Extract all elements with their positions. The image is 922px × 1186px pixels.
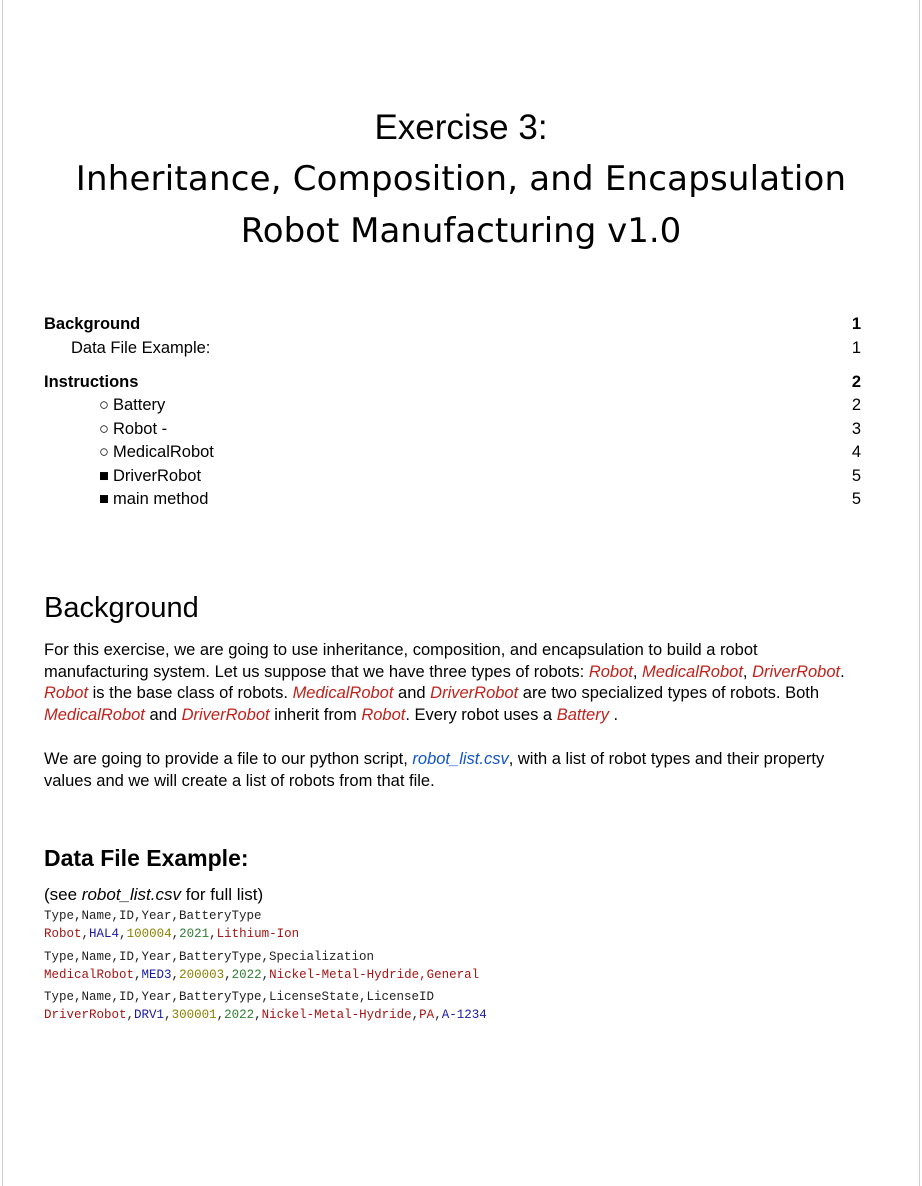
toc-page: 5 bbox=[851, 466, 861, 485]
toc-item-battery[interactable] bbox=[44, 394, 861, 416]
csv-type: MedicalRobot bbox=[44, 968, 135, 982]
csv-year: 2022 bbox=[231, 968, 262, 982]
csv-example-driver: Type,Name,ID,Year,BatteryType,LicenseState,LicenseID DriverRobot,DRV1,300001,2022,Nickel-Metal-Hydride,PA,A-1234 bbox=[44, 990, 487, 1022]
toc-item-medicalrobot[interactable] bbox=[44, 441, 861, 463]
hollow-circle-bullet-icon: ○ bbox=[99, 419, 109, 438]
csv-example-robot: Type,Name,ID,Year,BatteryType Robot,HAL4,100004,2021,Lithium-Ion bbox=[44, 909, 300, 941]
text-run: is the base class of robots. bbox=[88, 684, 293, 702]
csv-battery: Nickel-Metal-Hydride bbox=[261, 1008, 412, 1022]
background-paragraph-2 bbox=[44, 749, 864, 792]
class-name: Robot bbox=[361, 705, 406, 724]
hollow-circle-bullet-icon: ○ bbox=[99, 395, 109, 414]
csv-header-line: Type,Name,ID,Year,BatteryType,Specialization bbox=[44, 950, 375, 964]
exercise-version-title: Robot Manufacturing v1.0 bbox=[240, 211, 682, 251]
file-name: robot_list.csv bbox=[81, 885, 181, 904]
csv-license-id: A-1234 bbox=[441, 1008, 487, 1022]
hollow-circle-bullet-icon: ○ bbox=[99, 442, 109, 461]
csv-year: 2021 bbox=[179, 927, 210, 941]
text-run: , bbox=[742, 662, 753, 681]
toc-page: 3 bbox=[851, 419, 861, 438]
toc-page: 1 bbox=[851, 314, 861, 333]
text-run: for full list) bbox=[181, 885, 264, 904]
data-file-note bbox=[44, 885, 263, 905]
text-run: inherit from bbox=[269, 705, 362, 724]
text-run: . bbox=[608, 705, 619, 724]
toc-page: 1 bbox=[851, 338, 861, 357]
toc-item-data-file-example[interactable] bbox=[44, 337, 861, 359]
csv-type: DriverRobot bbox=[44, 1008, 127, 1022]
exercise-subtitle: Inheritance, Composition, and Encapsulation bbox=[75, 159, 847, 199]
background-heading: Background bbox=[44, 592, 199, 624]
toc-label: Instructions bbox=[44, 372, 139, 391]
csv-type: Robot bbox=[44, 927, 82, 941]
csv-id: 100004 bbox=[126, 927, 172, 941]
class-name: MedicalRobot bbox=[642, 662, 743, 681]
toc-page: 5 bbox=[851, 489, 861, 508]
class-name: DriverRobot bbox=[752, 662, 841, 681]
toc-label: Background bbox=[44, 314, 141, 333]
csv-battery: Lithium-Ion bbox=[216, 927, 300, 941]
csv-license-state: PA bbox=[419, 1008, 435, 1022]
class-name: MedicalRobot bbox=[292, 684, 394, 702]
heading-text: Data File Example bbox=[44, 845, 241, 871]
class-name: DriverRobot bbox=[181, 705, 270, 724]
toc-page: 4 bbox=[851, 442, 861, 461]
heading-colon: : bbox=[240, 845, 249, 871]
toc-label: Battery bbox=[113, 395, 166, 414]
toc-item-background[interactable] bbox=[44, 313, 861, 335]
class-name: Robot bbox=[44, 684, 89, 702]
csv-name: HAL4 bbox=[89, 927, 120, 941]
csv-battery-spec: Nickel-Metal-Hydride,General bbox=[269, 968, 480, 982]
class-name: DriverRobot bbox=[430, 684, 519, 702]
csv-name: DRV1 bbox=[134, 1008, 165, 1022]
exercise-title: Exercise 3: bbox=[374, 108, 548, 147]
text-run: . bbox=[840, 662, 845, 681]
square-bullet-icon: ■ bbox=[99, 489, 109, 508]
toc-label: MedicalRobot bbox=[113, 442, 214, 461]
class-name: MedicalRobot bbox=[44, 705, 145, 724]
class-name: Battery bbox=[556, 705, 609, 724]
csv-header-line: Type,Name,ID,Year,BatteryType bbox=[44, 909, 262, 923]
background-paragraph-1 bbox=[44, 640, 864, 726]
toc-item-instructions[interactable] bbox=[44, 371, 861, 393]
text-run: (see bbox=[44, 885, 82, 904]
square-bullet-icon: ■ bbox=[99, 466, 109, 485]
text-run: and bbox=[144, 705, 182, 724]
toc-label: Data File Example: bbox=[71, 338, 211, 357]
class-name: Robot bbox=[588, 662, 633, 681]
csv-year: 2022 bbox=[224, 1008, 255, 1022]
text-run: , with a list of robot types and their property values and we will create a list of robots from that file. bbox=[44, 750, 825, 790]
text-run: For this exercise, we are going to use inheritance, composition, and encapsulation to build a robot manufacturing system. Let us suppose that we have three types of robots: bbox=[44, 641, 758, 681]
toc-item-robot[interactable] bbox=[44, 418, 861, 440]
csv-id: 200003 bbox=[179, 968, 225, 982]
csv-example-medical: Type,Name,ID,Year,BatteryType,Specialization MedicalRobot,MED3,200003,2022,Nickel-Metal-Hydride,General bbox=[44, 950, 480, 982]
toc-label: Robot - bbox=[113, 419, 168, 438]
text-run: are two specialized types of robots. Both bbox=[518, 684, 820, 702]
text-run: , bbox=[632, 662, 643, 681]
text-run: and bbox=[393, 684, 431, 702]
toc-item-driverrobot[interactable] bbox=[44, 465, 861, 487]
csv-name: MED3 bbox=[141, 968, 172, 982]
csv-header-line: Type,Name,ID,Year,BatteryType,LicenseState,LicenseID bbox=[44, 990, 435, 1004]
file-name: robot_list.csv bbox=[412, 750, 509, 768]
text-run: . Every robot uses a bbox=[405, 705, 557, 724]
csv-id: 300001 bbox=[171, 1008, 217, 1022]
toc-label: main method bbox=[113, 489, 209, 508]
toc-label: DriverRobot bbox=[113, 466, 202, 485]
data-file-example-heading bbox=[44, 845, 249, 872]
toc-page: 2 bbox=[851, 395, 861, 414]
toc-page: 2 bbox=[851, 372, 861, 391]
toc-item-main-method[interactable] bbox=[44, 488, 861, 510]
text-run: We are going to provide a file to our python script, bbox=[44, 750, 413, 768]
